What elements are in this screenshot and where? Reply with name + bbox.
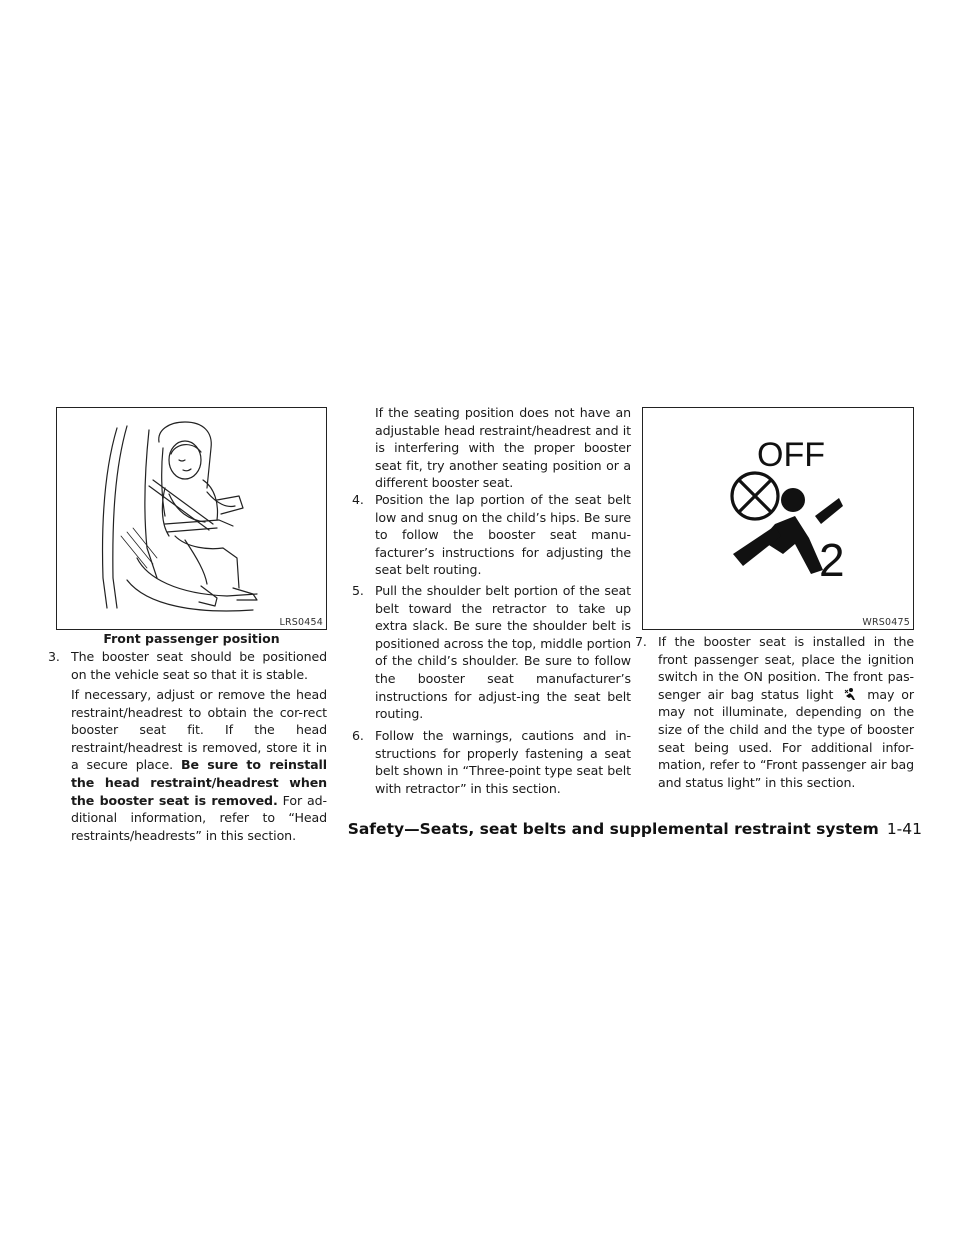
list-text: Follow the warnings, cautions and in-structions for properly fastening a seat belt shown in “Three-point type seat belt with retractor” in this section.	[375, 728, 631, 796]
list-text: If the booster seat is installed in the front passenger seat, place the ignition switch in the ON position. The front pas-senger air bag status light	[658, 634, 914, 702]
list-text: may or may not illuminate, depending on the size of the child and the type of booster seat being used. For additional infor-mation, refer to “Front passenger air bag and status light” in this section.	[658, 686, 914, 790]
list-text: Pull the shoulder belt portion of the seat belt toward the retractor to take up extra slack. Be sure the shoulder belt is positioned across the top, middle portion of the child’s shoulder. Be sure to follow the booster seat manufacturer’s instructions for adjust-ing the seat belt routing.	[375, 583, 631, 722]
off-label: OFF	[757, 436, 825, 474]
child-booster-seat-illustration	[57, 408, 326, 629]
list-number: 7.	[635, 634, 647, 649]
figure-code: LRS0454	[279, 617, 323, 628]
figure-code: WRS0475	[862, 617, 910, 628]
item-3-paragraph	[71, 686, 327, 844]
list-item-5	[352, 582, 631, 723]
bold-warning-text: Be sure to reinstall the head restraint/headrest when the booster seat is removed.	[71, 757, 327, 808]
page-footer	[348, 820, 922, 838]
list-text: Position the lap portion of the seat belt low and snug on the child’s hips. Be sure to follow the booster seat manu-facturer’s instructions for adjusting the seat belt routing.	[375, 492, 631, 578]
list-text: The booster seat should be positioned on the vehicle seat so that it is stable.	[71, 649, 327, 682]
list-item-6	[352, 727, 631, 797]
booster-seat-figure	[56, 407, 327, 630]
page-number: 1-41	[886, 820, 922, 838]
paragraph-text: For ad-ditional information, refer to “Head restraints/headrests” in this section.	[71, 792, 327, 843]
airbag-status-light-icon	[842, 687, 858, 701]
section-title: Safety—Seats, seat belts and supplemental restraint system	[347, 820, 879, 838]
seat-number: 2	[819, 534, 845, 586]
item-3-continued: If the seating position does not have an adjustable head restraint/headrest and it is interfering with the proper booster seat fit, try another seating position or a different booster seat.	[375, 405, 631, 491]
airbag-status-figure	[642, 407, 914, 630]
list-number: 6.	[352, 728, 364, 743]
list-number: 4.	[352, 492, 364, 507]
figure-caption: Front passenger position	[103, 631, 280, 646]
paragraph-text: If necessary, adjust or remove the head restraint/headrest to obtain the cor-rect booster seat fit. If the head restraint/headrest is removed, store it in a secure place.	[71, 687, 327, 773]
list-item-7	[635, 633, 914, 791]
list-item-3	[48, 648, 327, 683]
passenger-airbag-off-icon	[643, 408, 913, 629]
list-number: 5.	[352, 583, 364, 598]
list-number: 3.	[48, 649, 60, 664]
list-item-4	[352, 491, 631, 579]
